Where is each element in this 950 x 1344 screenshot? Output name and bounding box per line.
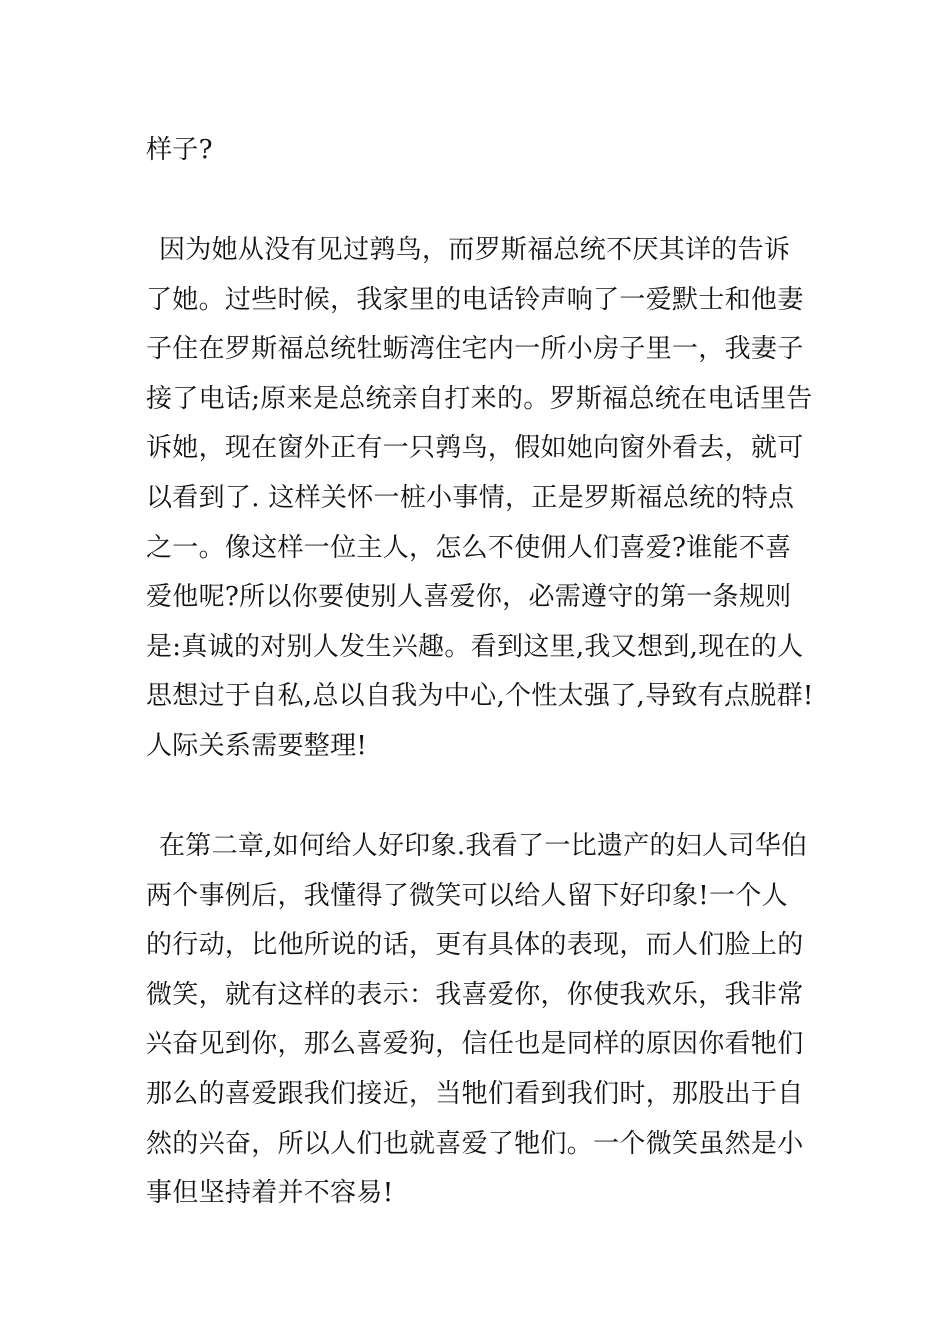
paragraph-1-text: 因为她从没有见过鹑鸟，而罗斯福总统不厌其详的告诉了她。过些时候，我家里的电话铃声响了一爱默士和他妻子住在罗斯福总统牡蛎湾住宅内一所小房子里一，我妻子接了电话;原来是总统亲自打来的。罗斯福总统在电话里告诉她，现在窗外正有一只鹑鸟，假如她向窗外看去，就可以看到了. 这样关怀一桩小事情，正是罗斯福总统的特点之一。像这样一位主人，怎么不使佣人们喜爱?谁能不喜爱他呢?所以你要使别人喜爱你，必需遵守的第一条规则是:真诚的对别人发生兴趣。看到这里,我又想到,现在的人思想过于自私,总以自我为中心,个性太强了,导致有点脱群!人际关系需要整理! — [146, 235, 814, 761]
paragraph-2 — [146, 822, 814, 1219]
paragraph-fragment: 样子? — [146, 135, 213, 165]
paragraph-1 — [146, 226, 814, 772]
paragraph-2-text: 在第二章,如何给人好印象.我看了一比遗产的妇人司华伯两个事例后，我懂得了微笑可以给人留下好印象!一个人的行动，比他所说的话，更有具体的表现，而人们脸上的微笑，就有这样的表示：我喜爱你，你使我欢乐，我非常兴奋见到你，那么喜爱狗，信任也是同样的原因你看牠们那么的喜爱跟我们接近，当牠们看到我们时，那股出于自然的兴奋，所以人们也就喜爱了牠们。一个微笑虽然是小事但坚持着并不容易! — [146, 831, 808, 1209]
